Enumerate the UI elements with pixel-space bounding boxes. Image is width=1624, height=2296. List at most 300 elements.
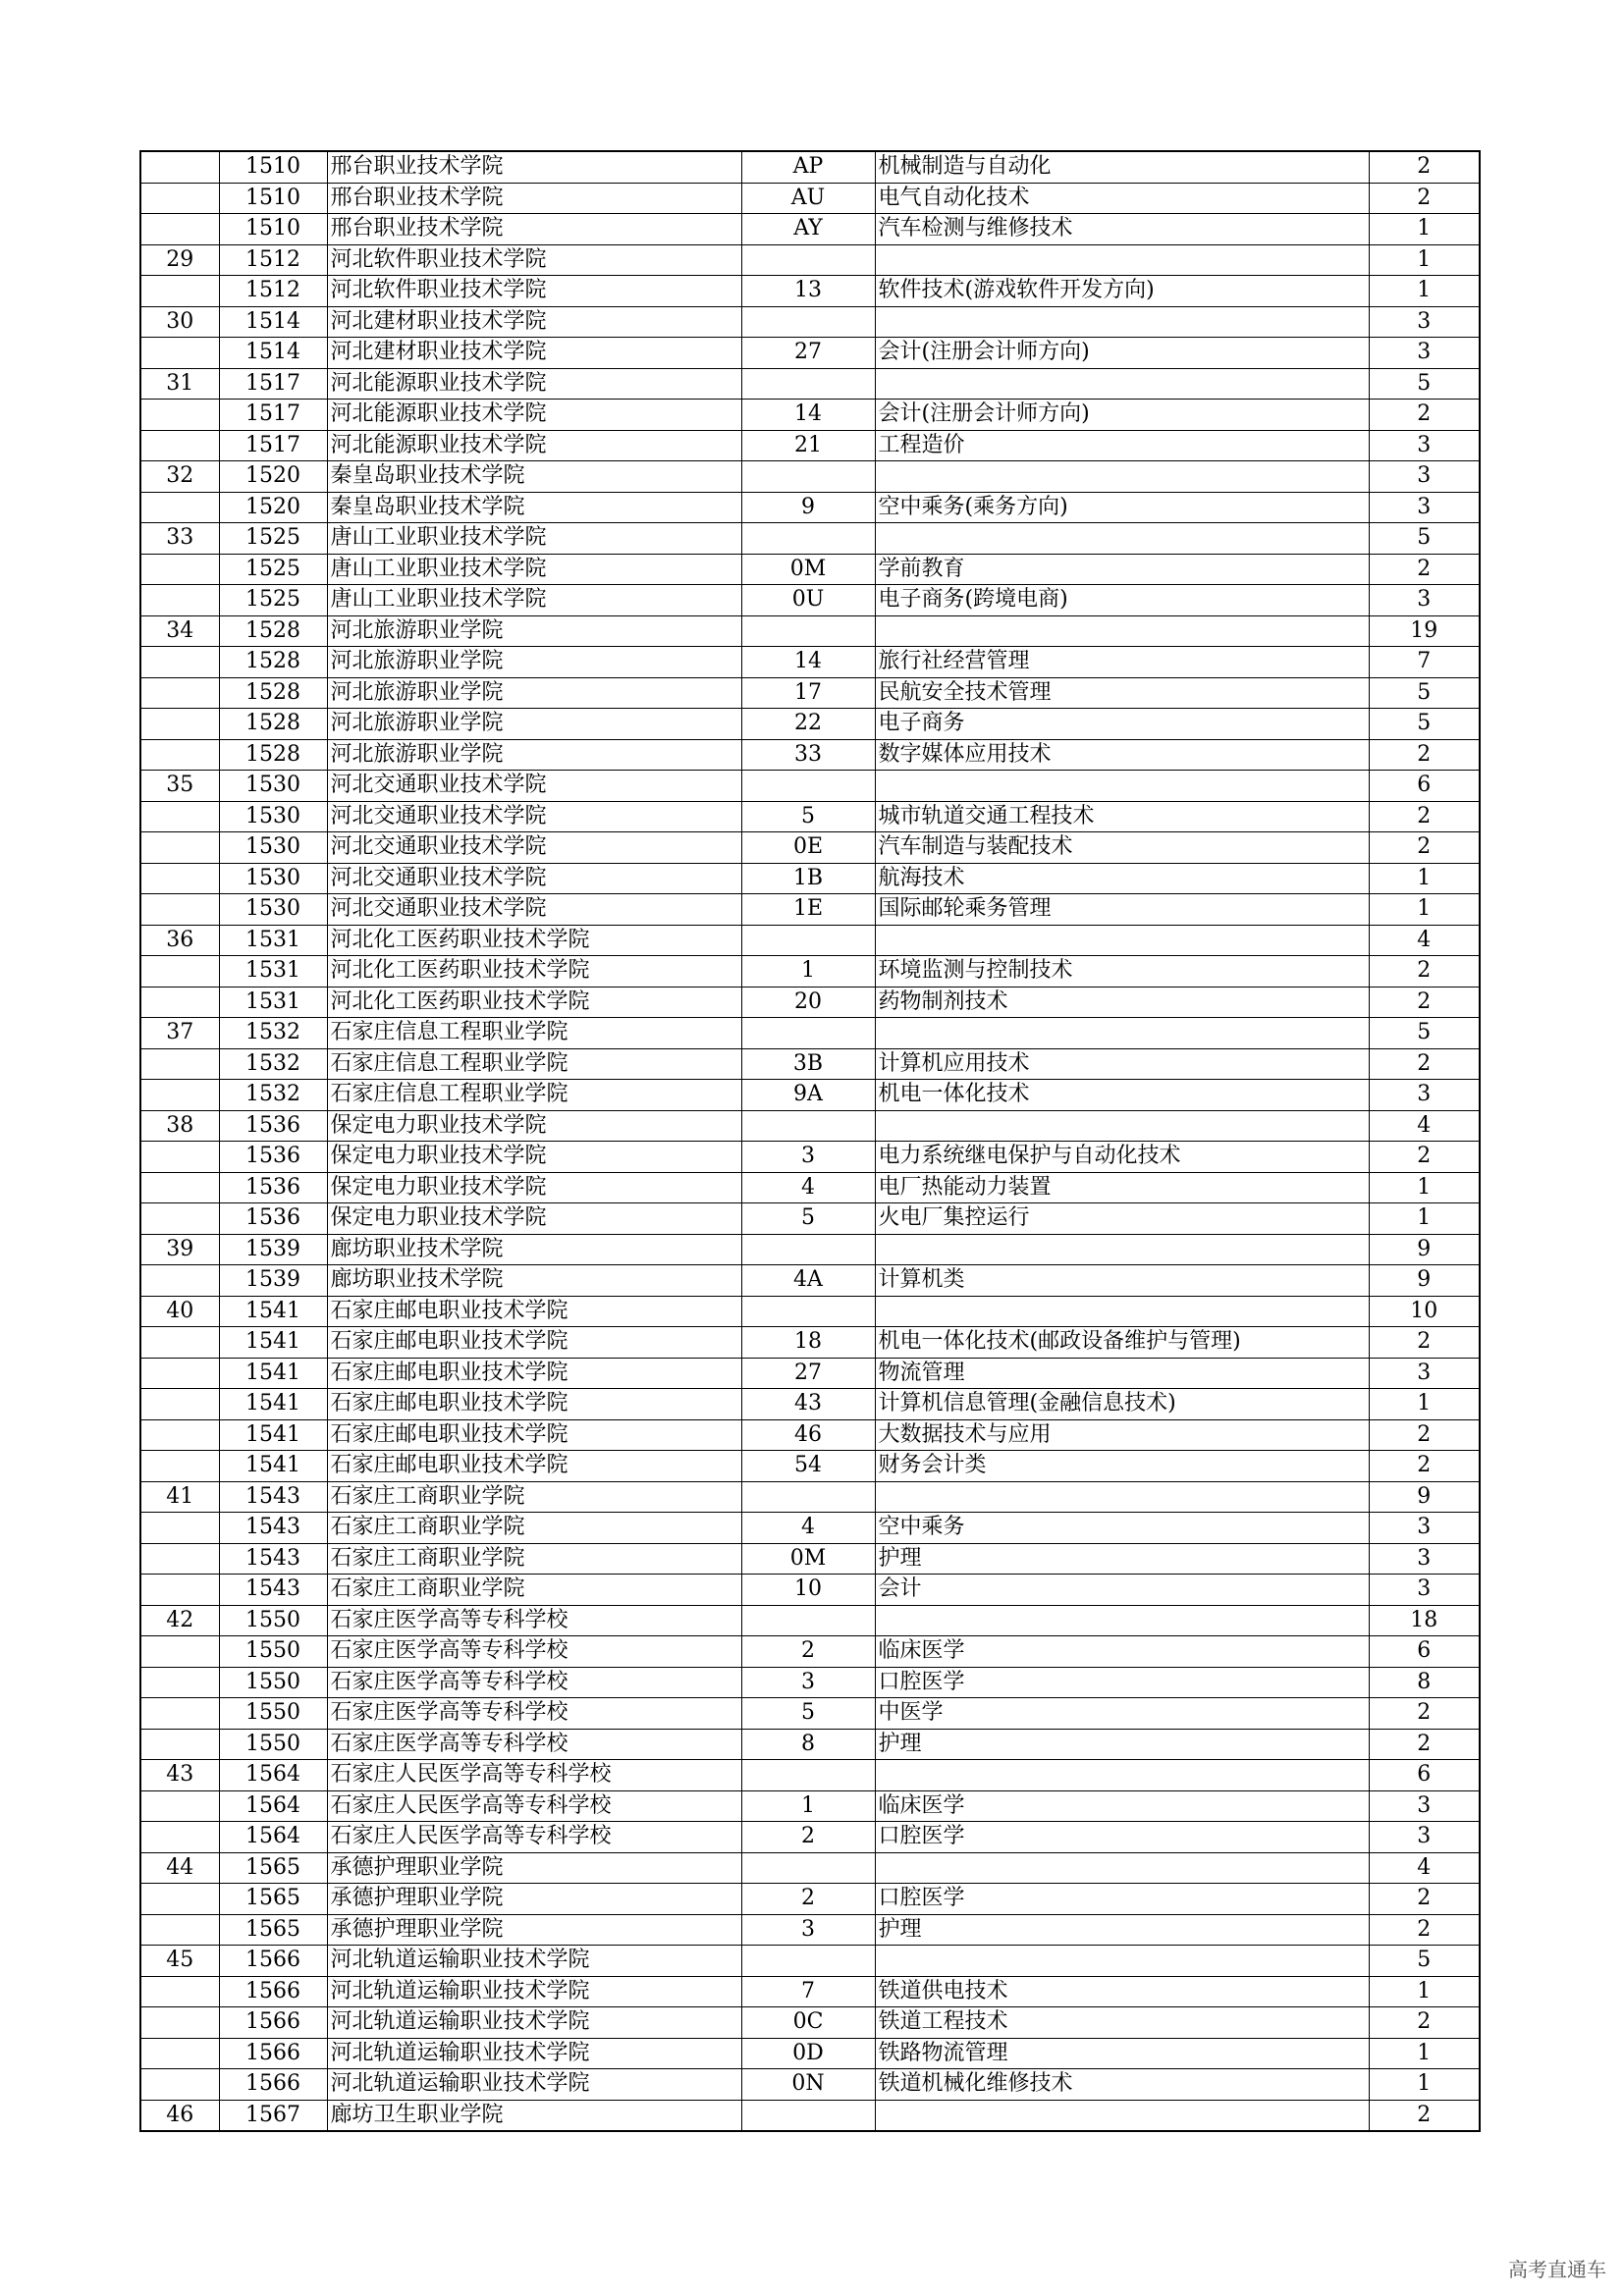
cell-major-code: 27 [741, 338, 875, 369]
cell-major-name: 物流管理 [875, 1358, 1369, 1389]
cell-school-name: 承德护理职业学院 [327, 1884, 741, 1915]
cell-major-name: 汽车制造与装配技术 [875, 832, 1369, 864]
cell-school-name: 河北交通职业技术学院 [327, 894, 741, 926]
cell-plan-count: 6 [1369, 1760, 1480, 1791]
cell-school-name: 河北能源职业技术学院 [327, 430, 741, 461]
cell-school-name: 石家庄人民医学高等专科学校 [327, 1790, 741, 1822]
cell-school-name: 石家庄医学高等专科学校 [327, 1636, 741, 1668]
cell-plan-count: 3 [1369, 461, 1480, 493]
cell-seq [140, 151, 219, 183]
cell-school-code: 1531 [219, 987, 327, 1018]
cell-school-code: 1525 [219, 585, 327, 616]
cell-seq [140, 1636, 219, 1668]
cell-school-name: 河北化工医药职业技术学院 [327, 956, 741, 988]
cell-major-name: 软件技术(游戏软件开发方向) [875, 276, 1369, 307]
cell-major-code: 7 [741, 1976, 875, 2007]
cell-seq [140, 2069, 219, 2101]
cell-seq [140, 1575, 219, 1606]
cell-plan-count: 2 [1369, 151, 1480, 183]
cell-major-code: 14 [741, 647, 875, 678]
cell-school-name: 河北交通职业技术学院 [327, 863, 741, 894]
cell-seq [140, 1327, 219, 1359]
cell-school-code: 1539 [219, 1265, 327, 1297]
cell-school-code: 1550 [219, 1667, 327, 1698]
cell-plan-count: 6 [1369, 1636, 1480, 1668]
cell-school-code: 1528 [219, 615, 327, 647]
cell-seq: 38 [140, 1110, 219, 1142]
cell-school-name: 秦皇岛职业技术学院 [327, 492, 741, 523]
cell-major-code [741, 771, 875, 802]
table-row [140, 1760, 1480, 1791]
cell-plan-count: 2 [1369, 2007, 1480, 2039]
cell-major-name: 会计(注册会计师方向) [875, 338, 1369, 369]
cell-school-code: 1541 [219, 1451, 327, 1482]
cell-plan-count: 2 [1369, 1327, 1480, 1359]
cell-school-code: 1530 [219, 832, 327, 864]
cell-major-code [741, 1760, 875, 1791]
cell-seq: 31 [140, 368, 219, 400]
cell-school-name: 河北旅游职业学院 [327, 615, 741, 647]
cell-school-name: 保定电力职业技术学院 [327, 1142, 741, 1173]
cell-major-code: 0N [741, 2069, 875, 2101]
cell-major-code: 21 [741, 430, 875, 461]
cell-major-name: 空中乘务(乘务方向) [875, 492, 1369, 523]
cell-school-code: 1566 [219, 1946, 327, 1977]
cell-plan-count: 2 [1369, 1451, 1480, 1482]
cell-school-code: 1520 [219, 492, 327, 523]
table-row [140, 647, 1480, 678]
cell-school-name: 石家庄医学高等专科学校 [327, 1605, 741, 1636]
cell-major-code: 0E [741, 832, 875, 864]
cell-major-name: 电气自动化技术 [875, 183, 1369, 214]
cell-plan-count: 3 [1369, 306, 1480, 338]
cell-school-code: 1541 [219, 1419, 327, 1451]
cell-seq [140, 987, 219, 1018]
cell-major-code: 22 [741, 709, 875, 740]
table-row [140, 2069, 1480, 2101]
table-row [140, 832, 1480, 864]
cell-seq: 36 [140, 925, 219, 956]
cell-school-code: 1510 [219, 183, 327, 214]
cell-school-name: 河北交通职业技术学院 [327, 801, 741, 832]
cell-major-name: 口腔医学 [875, 1822, 1369, 1853]
cell-seq [140, 1451, 219, 1482]
cell-school-name: 河北旅游职业学院 [327, 709, 741, 740]
cell-major-code [741, 523, 875, 555]
cell-school-name: 河北化工医药职业技术学院 [327, 987, 741, 1018]
cell-plan-count: 1 [1369, 1389, 1480, 1420]
cell-plan-count: 1 [1369, 2069, 1480, 2101]
cell-school-code: 1517 [219, 400, 327, 431]
cell-school-code: 1543 [219, 1513, 327, 1544]
cell-school-name: 河北旅游职业学院 [327, 739, 741, 771]
table-row [140, 615, 1480, 647]
cell-school-name: 石家庄医学高等专科学校 [327, 1667, 741, 1698]
cell-major-name [875, 1852, 1369, 1884]
cell-plan-count: 2 [1369, 1419, 1480, 1451]
cell-major-code: 9A [741, 1080, 875, 1111]
cell-school-name: 石家庄信息工程职业学院 [327, 1080, 741, 1111]
cell-major-name: 计算机信息管理(金融信息技术) [875, 1389, 1369, 1420]
cell-school-name: 廊坊职业技术学院 [327, 1234, 741, 1265]
cell-seq [140, 1048, 219, 1080]
cell-major-code: 4 [741, 1172, 875, 1203]
cell-major-name [875, 615, 1369, 647]
table-row [140, 801, 1480, 832]
cell-plan-count: 3 [1369, 492, 1480, 523]
table-row [140, 739, 1480, 771]
cell-major-name: 护理 [875, 1543, 1369, 1575]
cell-plan-count: 4 [1369, 925, 1480, 956]
table-row [140, 276, 1480, 307]
cell-major-code: 27 [741, 1358, 875, 1389]
cell-major-name: 财务会计类 [875, 1451, 1369, 1482]
cell-school-code: 1539 [219, 1234, 327, 1265]
table-row [140, 1296, 1480, 1327]
cell-plan-count: 2 [1369, 554, 1480, 585]
cell-school-name: 石家庄信息工程职业学院 [327, 1018, 741, 1049]
cell-school-code: 1564 [219, 1790, 327, 1822]
table-row [140, 987, 1480, 1018]
cell-major-name [875, 244, 1369, 276]
table-row [140, 2007, 1480, 2039]
cell-school-code: 1510 [219, 214, 327, 245]
cell-school-name: 河北软件职业技术学院 [327, 276, 741, 307]
cell-school-code: 1564 [219, 1760, 327, 1791]
table-row [140, 306, 1480, 338]
cell-plan-count: 2 [1369, 183, 1480, 214]
cell-school-name: 唐山工业职业技术学院 [327, 585, 741, 616]
cell-plan-count: 2 [1369, 1914, 1480, 1946]
cell-plan-count: 2 [1369, 400, 1480, 431]
cell-seq [140, 894, 219, 926]
cell-major-code: 2 [741, 1822, 875, 1853]
cell-school-name: 唐山工业职业技术学院 [327, 554, 741, 585]
table-row [140, 338, 1480, 369]
cell-seq [140, 709, 219, 740]
table-row [140, 492, 1480, 523]
cell-plan-count: 3 [1369, 1822, 1480, 1853]
cell-school-name: 河北能源职业技术学院 [327, 368, 741, 400]
cell-school-name: 石家庄邮电职业技术学院 [327, 1419, 741, 1451]
cell-major-name: 中医学 [875, 1698, 1369, 1730]
cell-school-code: 1514 [219, 306, 327, 338]
cell-major-code [741, 1296, 875, 1327]
cell-school-name: 邢台职业技术学院 [327, 151, 741, 183]
cell-school-name: 石家庄邮电职业技术学院 [327, 1389, 741, 1420]
cell-major-code: 3 [741, 1667, 875, 1698]
cell-major-code [741, 615, 875, 647]
table-row [140, 400, 1480, 431]
cell-school-code: 1530 [219, 894, 327, 926]
cell-school-code: 1517 [219, 430, 327, 461]
cell-school-name: 石家庄邮电职业技术学院 [327, 1451, 741, 1482]
cell-school-name: 承德护理职业学院 [327, 1914, 741, 1946]
cell-major-code: 0C [741, 2007, 875, 2039]
table-row [140, 709, 1480, 740]
table-row [140, 554, 1480, 585]
cell-seq: 41 [140, 1481, 219, 1513]
table-row [140, 863, 1480, 894]
cell-major-name: 国际邮轮乘务管理 [875, 894, 1369, 926]
table-row [140, 1172, 1480, 1203]
cell-major-name [875, 1760, 1369, 1791]
cell-major-name: 城市轨道交通工程技术 [875, 801, 1369, 832]
cell-plan-count: 3 [1369, 1513, 1480, 1544]
cell-plan-count: 3 [1369, 1575, 1480, 1606]
cell-school-name: 石家庄医学高等专科学校 [327, 1729, 741, 1760]
cell-major-code: 4 [741, 1513, 875, 1544]
cell-school-code: 1564 [219, 1822, 327, 1853]
cell-seq [140, 1203, 219, 1235]
table-row [140, 1575, 1480, 1606]
cell-seq [140, 832, 219, 864]
cell-seq [140, 276, 219, 307]
cell-major-name: 机械制造与自动化 [875, 151, 1369, 183]
cell-seq [140, 585, 219, 616]
cell-school-code: 1532 [219, 1080, 327, 1111]
cell-major-code [741, 1110, 875, 1142]
cell-major-name [875, 523, 1369, 555]
cell-seq: 43 [140, 1760, 219, 1791]
cell-major-code [741, 1234, 875, 1265]
cell-seq [140, 1142, 219, 1173]
cell-major-code: 10 [741, 1575, 875, 1606]
cell-school-name: 河北交通职业技术学院 [327, 832, 741, 864]
cell-school-name: 邢台职业技术学院 [327, 214, 741, 245]
table-row [140, 1481, 1480, 1513]
cell-school-code: 1566 [219, 2069, 327, 2101]
cell-school-code: 1512 [219, 276, 327, 307]
cell-plan-count: 1 [1369, 1203, 1480, 1235]
cell-school-code: 1550 [219, 1729, 327, 1760]
cell-school-code: 1541 [219, 1296, 327, 1327]
cell-school-name: 河北能源职业技术学院 [327, 400, 741, 431]
table-row [140, 214, 1480, 245]
watermark-text: 高考直通车 [1508, 2258, 1606, 2281]
cell-major-code: 8 [741, 1729, 875, 1760]
cell-seq [140, 1543, 219, 1575]
cell-school-name: 秦皇岛职业技术学院 [327, 461, 741, 493]
cell-school-code: 1528 [219, 677, 327, 709]
cell-school-code: 1528 [219, 739, 327, 771]
cell-plan-count: 2 [1369, 987, 1480, 1018]
table-row [140, 1203, 1480, 1235]
cell-seq [140, 2038, 219, 2069]
cell-major-code [741, 461, 875, 493]
table-row [140, 1698, 1480, 1730]
cell-school-code: 1510 [219, 151, 327, 183]
table-row [140, 1265, 1480, 1297]
table-row [140, 1946, 1480, 1977]
cell-school-code: 1566 [219, 2007, 327, 2039]
cell-school-name: 河北轨道运输职业技术学院 [327, 2069, 741, 2101]
cell-major-name [875, 306, 1369, 338]
table-row [140, 2100, 1480, 2131]
cell-plan-count: 1 [1369, 2038, 1480, 2069]
cell-major-name [875, 1110, 1369, 1142]
table-row [140, 1605, 1480, 1636]
cell-major-name: 口腔医学 [875, 1884, 1369, 1915]
cell-seq: 29 [140, 244, 219, 276]
table-row [140, 1822, 1480, 1853]
cell-school-name: 石家庄邮电职业技术学院 [327, 1327, 741, 1359]
cell-major-code [741, 244, 875, 276]
cell-school-code: 1530 [219, 863, 327, 894]
cell-school-name: 河北交通职业技术学院 [327, 771, 741, 802]
cell-school-code: 1566 [219, 2038, 327, 2069]
cell-major-code: 0D [741, 2038, 875, 2069]
cell-school-code: 1550 [219, 1636, 327, 1668]
cell-major-code: 46 [741, 1419, 875, 1451]
table-row [140, 1142, 1480, 1173]
cell-school-code: 1525 [219, 554, 327, 585]
cell-major-name: 空中乘务 [875, 1513, 1369, 1544]
cell-plan-count: 18 [1369, 1605, 1480, 1636]
cell-plan-count: 3 [1369, 1790, 1480, 1822]
cell-major-name: 会计 [875, 1575, 1369, 1606]
cell-major-code [741, 925, 875, 956]
cell-school-code: 1543 [219, 1481, 327, 1513]
table-row [140, 461, 1480, 493]
cell-school-name: 石家庄信息工程职业学院 [327, 1048, 741, 1080]
table-row [140, 1852, 1480, 1884]
cell-seq: 30 [140, 306, 219, 338]
cell-major-code: 9 [741, 492, 875, 523]
cell-plan-count: 1 [1369, 863, 1480, 894]
cell-major-name: 航海技术 [875, 863, 1369, 894]
cell-major-name [875, 1234, 1369, 1265]
cell-major-name: 旅行社经营管理 [875, 647, 1369, 678]
cell-major-code: AY [741, 214, 875, 245]
cell-seq [140, 1884, 219, 1915]
cell-seq: 37 [140, 1018, 219, 1049]
cell-plan-count: 2 [1369, 1048, 1480, 1080]
cell-plan-count: 5 [1369, 1946, 1480, 1977]
cell-plan-count: 1 [1369, 276, 1480, 307]
cell-school-code: 1566 [219, 1976, 327, 2007]
cell-plan-count: 4 [1369, 1110, 1480, 1142]
cell-seq: 45 [140, 1946, 219, 1977]
table-row [140, 2038, 1480, 2069]
cell-major-name: 计算机类 [875, 1265, 1369, 1297]
cell-plan-count: 9 [1369, 1265, 1480, 1297]
cell-seq [140, 1080, 219, 1111]
cell-major-code [741, 1481, 875, 1513]
cell-major-name: 火电厂集控运行 [875, 1203, 1369, 1235]
cell-seq [140, 430, 219, 461]
cell-plan-count: 4 [1369, 1852, 1480, 1884]
table-row [140, 1234, 1480, 1265]
cell-major-code: 0U [741, 585, 875, 616]
cell-major-name [875, 925, 1369, 956]
cell-seq [140, 863, 219, 894]
cell-school-code: 1531 [219, 956, 327, 988]
cell-seq: 39 [140, 1234, 219, 1265]
cell-major-code: 13 [741, 276, 875, 307]
cell-plan-count: 7 [1369, 647, 1480, 678]
cell-plan-count: 5 [1369, 709, 1480, 740]
cell-plan-count: 1 [1369, 1976, 1480, 2007]
cell-major-name: 环境监测与控制技术 [875, 956, 1369, 988]
cell-major-code [741, 1946, 875, 1977]
cell-plan-count: 9 [1369, 1234, 1480, 1265]
table-row [140, 1110, 1480, 1142]
cell-school-name: 石家庄医学高等专科学校 [327, 1698, 741, 1730]
cell-seq [140, 492, 219, 523]
table-row [140, 1327, 1480, 1359]
cell-plan-count: 2 [1369, 1142, 1480, 1173]
cell-plan-count: 10 [1369, 1296, 1480, 1327]
cell-seq [140, 1729, 219, 1760]
cell-major-name: 电子商务 [875, 709, 1369, 740]
table-row [140, 956, 1480, 988]
table-row [140, 151, 1480, 183]
cell-plan-count: 9 [1369, 1481, 1480, 1513]
cell-major-code [741, 1852, 875, 1884]
cell-school-name: 石家庄邮电职业技术学院 [327, 1358, 741, 1389]
cell-plan-count: 3 [1369, 430, 1480, 461]
cell-school-code: 1517 [219, 368, 327, 400]
cell-school-code: 1541 [219, 1327, 327, 1359]
cell-seq [140, 1419, 219, 1451]
cell-school-code: 1532 [219, 1048, 327, 1080]
cell-major-name [875, 771, 1369, 802]
cell-seq [140, 1667, 219, 1698]
cell-major-name [875, 368, 1369, 400]
table-row [140, 1636, 1480, 1668]
cell-plan-count: 3 [1369, 1543, 1480, 1575]
table-row [140, 677, 1480, 709]
cell-school-code: 1536 [219, 1172, 327, 1203]
table-row [140, 1513, 1480, 1544]
cell-major-code: 5 [741, 1203, 875, 1235]
cell-seq: 44 [140, 1852, 219, 1884]
cell-school-code: 1512 [219, 244, 327, 276]
cell-school-name: 保定电力职业技术学院 [327, 1203, 741, 1235]
cell-major-name: 电力系统继电保护与自动化技术 [875, 1142, 1369, 1173]
cell-major-code: 4A [741, 1265, 875, 1297]
cell-major-code: 5 [741, 801, 875, 832]
cell-major-code: 5 [741, 1698, 875, 1730]
cell-school-name: 河北轨道运输职业技术学院 [327, 1976, 741, 2007]
cell-major-name: 铁道工程技术 [875, 2007, 1369, 2039]
cell-major-name: 电厂热能动力装置 [875, 1172, 1369, 1203]
cell-school-code: 1567 [219, 2100, 327, 2131]
cell-school-name: 石家庄工商职业学院 [327, 1513, 741, 1544]
cell-major-name [875, 1481, 1369, 1513]
cell-seq [140, 183, 219, 214]
cell-seq: 42 [140, 1605, 219, 1636]
cell-school-code: 1543 [219, 1575, 327, 1606]
cell-school-name: 河北轨道运输职业技术学院 [327, 2038, 741, 2069]
cell-plan-count: 2 [1369, 1884, 1480, 1915]
cell-school-code: 1514 [219, 338, 327, 369]
cell-seq: 32 [140, 461, 219, 493]
cell-major-code: AU [741, 183, 875, 214]
cell-plan-count: 1 [1369, 214, 1480, 245]
cell-seq [140, 1358, 219, 1389]
table-row [140, 1914, 1480, 1946]
table-row [140, 1667, 1480, 1698]
cell-plan-count: 5 [1369, 677, 1480, 709]
cell-school-code: 1532 [219, 1018, 327, 1049]
cell-plan-count: 2 [1369, 1698, 1480, 1730]
cell-major-code [741, 1605, 875, 1636]
cell-plan-count: 2 [1369, 2100, 1480, 2131]
table-row [140, 1419, 1480, 1451]
cell-major-name: 大数据技术与应用 [875, 1419, 1369, 1451]
